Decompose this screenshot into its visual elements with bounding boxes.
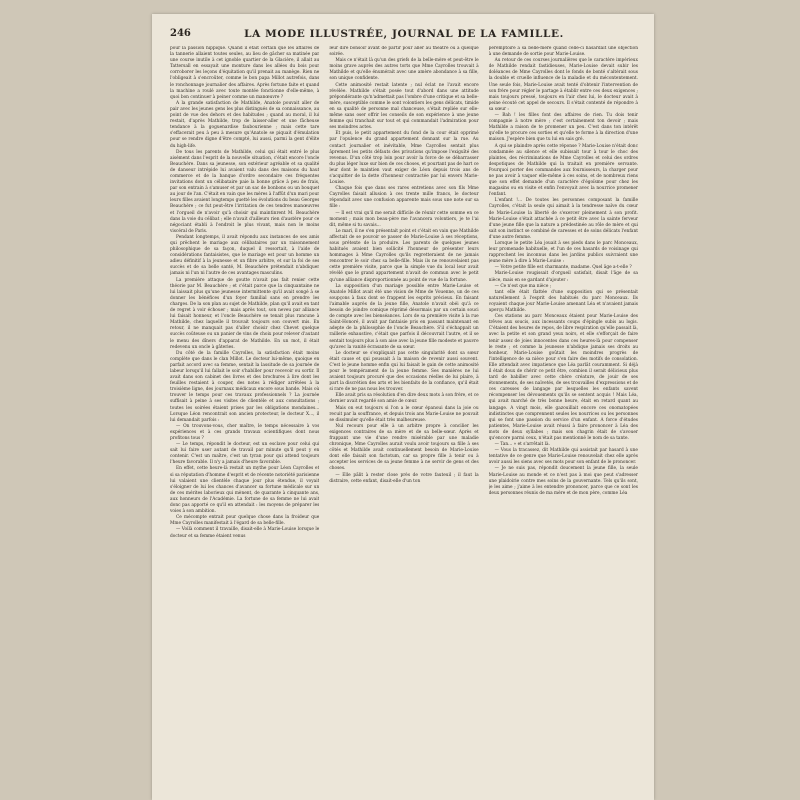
paragraph: De tous les parents de Mathilde, celui qui était entré le plus aisément dans l'esprit de la nouvelle situation, c'était encore l'oncle Beauchère. Dans sa jeunesse, son extérieur agréable et sa qualité de danseur intrépide lui avaient valu dans des maisons du haut commerce et de la banque d'ordre secondaire ces fréquentes invitations dont un célibataire paie la bonne grâce à peu de frais, par son entrain à s'amuser et par un sac de bonbons ou un bouquet au jour de l'an. C'était en vain que les mères à l'affût d'un mari pour leurs filles avaient longtemps guetté les évolutions du beau Georges Beauchère ; ce fut peut-être l'irritation de ces tendres manœuvres et l'orgueil de n'avoir qu'à choisir qui maintinrent M. Beauchère dans la voie du célibat ; elle n'avait d'ailleurs rien d'austère pour ce négociant établi à l'endroit le plus vivant, mais non le moins viscéral de Paris. (170, 149, 320, 234)
paragraph: Ce mécompte entrait pour quelque chose dans la froideur que Mme Cayrolles manifestait à l'égard de sa belle-fille. (170, 515, 320, 527)
text-columns (170, 46, 638, 790)
page-number: 246 (170, 28, 191, 39)
paragraph: A qui se plaindre après cette réponse ? Marie-Louise n'était donc condamnée au silence et elle subissait tour à tour le choc des plaintes, des récriminations de Mme Cayrolles et celui des ordres despotiques de Mathilde qui la traitait en première servante. Pourquoi porter des commandes aux fournisseurs, la charger pour ne pas avoir à vaquer elle-même à ces soins, et de nombreux riens que son effet demande d'un caractère d'égoïsme pour chez les magasins ou en visite et enfin l'envoyait avec la nourrice promener l'enfant. (488, 143, 638, 198)
paragraph: Lorsque le petite Léa jouait à ses pieds dans le parc Monceaux, leur promenade habituelle, et l'un de ces hasards de voisinage qui rapprochent les inconnus dans les jardins publics suivraient une jeune mère à dire à Marie-Louise : (488, 241, 638, 265)
paragraph: Pendant longtemps, il avait répondu aux instances de ses amis qui prêchent le mariage aux célibataires par un raisonnement philosophique de sa façon, duquel il ressortait, à l'aide de considérations fantaisistes, que le mariage est pour un homme un adieu définitif à la jeunesse et un fibre arbitre, et sur la foi de ses succès et de sa belle santé, M. Beauchère prétendait n'abdiquer jamais ni l'un ni l'autre de ces avantages masculins. (170, 234, 320, 277)
running-title: LA MODE ILLUSTRÉE, JOURNAL DE LA FAMILLE. (244, 28, 564, 40)
paragraph: La supposition d'un mariage possible entre Marie-Louise et Anatole Millot avait été une vision de Mme de Vouenne, un de ces soupçons à faux dont se frappent les esprits précieux. En faisant l'aimable auprès de la jeune fille, Anatole n'avait obéi qu'à ce besoin de joindre comique réprimé désormais par un certain souci de compte avec les bienséances. Lors de sa première visite à la rue Saint-Honoré, il avait par fantaisie pris en passant maintenant en adepte de la philosophie de l'oncle Beauchère. S'il s'échappait un raillerie exhaustive, c'était que parfois il découvrait l'autre, et il se sentait toujours plus à son aise avec la jeune fille modeste et pauvre qu'avec la vanité écrasante de sa sœur. (329, 283, 479, 350)
column-right (489, 46, 638, 790)
paragraph: — Elle pâlit à rester close près de votre fauteuil ; il faut la distraire, cette enfant, disait-elle d'un ton (329, 472, 479, 484)
paragraph: pour la passion hippique. Quand il était certain que les affaires de la tannerie allaient toutes seules, au lieu de gâcher sa matinée par une course inutile à cet ignoble quartier de la Glacière, il allait au Tattersall en essayait une monture dans les allées du bois pour corroborer les leçons d'équitation qu'il prenait au manège. Rien ne l'obligeait à s'encroûter, comme le bon papa Millot autrefois, dans le ronchonnage journalier des affaires. Après fortune faite et quand la machine a roulé avec toute montée fonctionne d'elle-même, à quoi bon continuer à peiner comme un manœuvre ? (170, 46, 320, 100)
paragraph: Le docteur se s'expliquait pas cette singularité dont sa sœur était cause et qui poussait à la maison de revenir aussi souvent. C'est le jeune homme enfin qui lui faisait le gain de cette animosité pour le tempérament de la jeune femme. Ses manières ne lui avaient toujours procuré que des occasions réelles de lui plaire, à part la discrétion des arts et les bienfaits de la confiance, qu'il était si rare de ne pas nous les trouver. (329, 350, 479, 393)
paragraph: Mais ce n'était là qu'un des griefs de la belle-mère et peut-être le moins grave auprès des autres torts que Mme Cayrolles trouvait à Mathilde et qu'elle énumérait avec une amère abondance à sa fille, son unique confidente. (329, 58, 479, 82)
paragraph: En effet, cette heure-là restait un mythe pour Léon Cayrolles et si sa réputation d'homme d'esprit et de récente notoriété parisienne lui valaient une clientèle chaque jour plus étendue, il voyait s'éloigner de lui les chances d'avancer sa fortune médicale sur un de ces mérites laborieux qui mènent, de quarante à cinquante ans, aux honneurs de l'Académie. La fortune de sa femme ne lui avait donc pas apporté ce qu'il en attendait : les moyens de préparer les voies à son ambition. (170, 466, 320, 515)
paragraph: Chaque fois que dans ses rares entretiens avec son fils Mme Cayrolles faisait allusion à ces trente mille francs, le docteur répondait avec une confusion apparente mais sous une note sur sa fille : (329, 186, 479, 210)
paragraph: — Voilà comment il travaille, disait-elle à Marie-Louise lorsque le docteur et sa femme étaient venus (170, 527, 320, 539)
paragraph: La première attaque de goutte n'avait pas fait renier cette théorie par M. Beauchère ; et c'était parce que la cinquantaine ne lui laissait plus qu'une jeunesse intermittente qu'il avait songé à se donner les bénéfices d'un foyer familial sans en prendre les charges. De la son plan au sujet de Mathilde, plan qu'il avait en tant de regret à voir échouer ; mais après tout, son neveu par alliance lui faisait honneur, et l'oncle Beauchère se tenait plus rancune à Mathilde, chez laquelle il trouvait toujours son couvert mis. En retour, il ne manquait pas d'aller choisir chez Chevet quelque succès coûteuse ou un panier de vins de choix pour relever d'autant le menu des dîners d'apparat de Mathilde. En un mot, il était redevenu un oncle à gâteries. (170, 277, 320, 350)
paragraph: Ces stations au parc Monceaux étaient pour Marie-Louise des trêves aux soucis, aux incessants coups d'épingle subis au logis. C'étaient des heures de repos, de libre respiration qu'elle passait là, avec la petite et son grand yeux noirs, et elle s'efforçait de faire tenir assez de joies innocentes dans ces heures-là pour compenser le reste ; et comme la jeunesse n'abdique jamais ses droits au bonheur, Marie-Louise goûtait les moindres progrès de l'intelligence de sa nièce pour s'en faire des motifs de consolation. Elle attendait avec impatience que Léa parlât couramment. Si déjà il était doux de chérir ce petit être, combien il serait délicieux plus tard de babiller avec cette chère créature, de jouir de ses étonnements, de ses naïvetés, de ses trouvailles d'expressions et de ces caresses de langage par lesquelles les enfants savent récompenser les dévouements qu'ils se sentent acquis ! Mais Léa, qui avait marché de très bonne heure, était en retard quant au langage. A vingt mois, elle gazouillait encore ces onomatopées indistinctes que comprennent seules les nourrices ou les personnes qui se font une passion du service d'un enfant. A force d'études patientes, Marie-Louise avait réussi à faire prononcer à Léa des mots de deux syllabes ; mais son chagrin était de s'avouer qu'encore parmi ceux, n'était pas mentionné le nom de sa tante. (488, 314, 638, 441)
paragraph: Marie-Louise rougissait d'orgueil satisfait, disait l'âge de sa nièce, mais en se gardant d'ajouter : (488, 271, 638, 283)
paragraph: leur dire bonsoir avant de partir pour aller au théâtre ou à quelque soirée. (329, 46, 479, 58)
paragraph: — Je ne suis pas, répondit doucement la jeune fille, la seule Marie-Louise au monde et ce n'est pas à moi que peut s'adresser une plaidoirie contre mes soins de la gouvernante. Tels qu'ils sont, je les aime ; j'aime à les entendre prononcer, parce que ce sont les deux personnes réunis de ma mère et de mon père, comme Léa (488, 466, 638, 496)
paragraph: Au retour de ces courses journalières que le caractère impérieux de Mathilde rendait fastidieuses, Marie-Louise devait subir les doléances de Mme Cayrolles dont le fonds de bonté s'altérait sous la double et cruelle influence de la maladie et du mécontentement. Une seule fois, Marie-Louise avait tenté d'obtenir l'intervention de son frère pour régler le partage à établir entre ces deux exigences ; mais toujours pressé, toujours en l'air chez lui, le docteur avait à peine écouté cet appel de secours. Il s'était contenté de répondre à sa sœur : (488, 58, 638, 112)
paragraph: — Le temps, répondit le docteur, est un esclave pour celui qui sait lui faire user autant de travail par minute qu'il peut y en contenir. C'est un maître, c'est un tyran pour qui attend toujours l'heure favorable. Il n'y a jamais d'heure favorable. (170, 442, 320, 466)
paragraph: — Bah ! les filles font des affaires de rien. Tu dois tenir compagnie à notre mère ; c'est certainement ton devoir ; mais Mathilde a raison de te promener un peu. C'est dans ton intérêt qu'elle te procure ces sorties et qu'elle te forme à la direction d'une maison. J'espère bien que tu lui en sais gré. (488, 113, 638, 143)
paragraph: péremptoire à sa belle-mère quand celle-ci hasardait une objection à une demande de sortie pour Marie-Louise. (488, 46, 638, 58)
column-middle (329, 46, 478, 790)
paragraph: tant elle était flattée d'une supposition qui se présentait naturellement à l'esprit des habitués du parc Monceaux. Ils voyaient chaque jour Marie-Louise amenant Léa et n'avaient jamais aperçu Mathilde. (488, 289, 638, 314)
paragraph: Mais on eut toujours si l'on a le cœur épanoui dans la joie ou recuit par la souffrance, et depuis trois ans Marie-Louise ne pouvait se dissimuler qu'elle était très malheureuse. (329, 405, 479, 423)
paragraph: — Votre petite fille est charmante, madame. Quel âge a-t-elle ? (494, 265, 632, 271)
paragraph: — Vous la tracassez, dit Mathilde qui assistait par hasard à une tentative de ce genre que Marie-Louise renouvelait chez elle après avoir aussi les siens avec ses mots pour son enfant de le prononcer. (488, 448, 638, 466)
paragraph: L'enfant !... De toutes les personnes composant la famille Cayrolles, c'était la seule qui aimait à la tendresse naïve du cœur de Marie-Louise la liberté de s'exercer pleinement à son profit. Marie-Louise s'était attachée à ce petit être avec la sainte ferveur d'une jeune fille que la nature a prédestinée au rôle de mère et qui sait son instinct se combiné de caresses et de soins délicats l'enfant d'une autre femme. (488, 198, 638, 240)
paragraph: — Il est vrai qu'il me serait difficile de réunir cette somme en ce moment ; mais mon beau-père me l'avancera volontiers, je te l'ai dit, même si tu savais... (329, 210, 479, 228)
paragraph: Le mari, il ne s'en présentait point et c'était en vain que Mathilde affectait de se pouvoir se passer de Marie-Louise à ses réceptions, sous prétexte de la produire. Les parents de quelques jeunes habitués avaient bien sollicité l'honneur de présenter leurs hommages à Mme Cayrolles qu'ils regretteraient de ne jamais rencontrer le soir chez sa belle-fille. Mais ils ne renouvelaient pas cette première visite, parce que la simple vue du local leur avait révélé que le grand appartement n'avait de commun avec le petit qu'une alliance disproportionnée au point de vue de la fortune. (329, 228, 479, 283)
newspaper-page (152, 14, 654, 800)
paragraph: Du côté de la famille Cayrolles, la satisfaction était moins complète que dans le clan Millot. Le docteur lui-même, quoique en parfait accord avec sa femme, sentait la lassitude de sa journée de labeur lorsqu'il lui fallait le soir s'habiller pour recevoir ou sortir. Il avait dans son cabinet des livres et des brochures à lire dont les feuilles restaient à couper, des notes à rédiger arrêtées à la troisième ligne, des journaux médicaux encore sous bande. Mais où trouver le temps pour ces travaux professionnels ? La journée suffisait à peine à ses visites de clientèle et aux consultations ; toutes les soirées étaient prises par les obligations mondaines... Lorsque Léon rencontrait son ancien protecteur, le docteur X..., il lui demandait parfois : (170, 350, 320, 423)
paragraph: Cette animosité restait latente ; nul éclat ne l'avait encore révélée. Mathilde s'était posée tout d'abord dans une attitude prépondérante qu'n'admettait pas l'ombre d'une critique et sa belle-mère, susceptible comme le sont volontiers les gens délicats, timide en sa qualité de personne mal chanceuse, s'était repliée sur elle-même sans oser offrir les conseils de son expérience à une jeune femme qui tranchait sur tout et qui commandait l'admiration pour ses moindres actes. (329, 82, 479, 131)
paragraph: Elle avait pris sa résolution d'en dire deux mots à son frère, et ce dernier avait regardé son amie de cœur. (329, 393, 479, 405)
paragraph: — Tan... » et s'arrêtait là. (494, 442, 550, 448)
column-left (170, 46, 319, 790)
page-header (170, 28, 638, 42)
paragraph: A la grande satisfaction de Mathilde, Anatole pouvait aller de pair avec les jeunes gens les plus distingués de sa connaissance, au point de vue des dehors et des habitudes ; quand au moral, il lui restait, d'après Mathilde, trop de laisser-aller et une fâcheuse tendance à la goguenardise faubourienne ; mais cette tare s'effacerait peu à peu à mesure qu'Anatole se piquait d'émulation pour se rendre digne d'être compté, lui aussi, parmi la gent d'élite du high-life. (170, 100, 320, 149)
paragraph: Et puis, le petit appartement du fond de la cour était opprimé par l'opulence du grand appartement donnant sur la rue. Au contact journalier et inévitable, Mme Cayrolles sentait plus âprement les petits défauts des privations qu'impose l'exiguïté des revenus. D'un côté trop loin pour avoir la force de se débarrasser du plus léger luxe sur bien de ces choses, et pourtant pas de hart ce leur dont le maintien vaut exiger de Léon depuis trois ans de s'acquitter de la dette d'honneur contractée par lui envers Marie-Louise. (329, 131, 479, 186)
paragraph: — Ce n'est que ma nièce ; (494, 283, 552, 289)
paragraph: Nul recours pour elle à un arbitre propre à concilier les exigences contraires de sa mère et de sa belle-sœur. Après et frappant une vie d'une rendre misérable par une maladie chronique, Mme Cayrolles aurait voulu avoir toujours sa fille à ses côtés et Mathilde avait continuellement besoin de Marie-Louise dont elle faisait son factotum, car sa propre fille à tenir ou à accepter les services de sa jeune femme à ne servir de gens et des choses. (329, 423, 479, 472)
paragraph: — On trouvons-vous, cher maître, le temps nécessaire à vos expériences et à ces grands travaux scientifiques dont nous profitons tous ? (170, 423, 320, 441)
